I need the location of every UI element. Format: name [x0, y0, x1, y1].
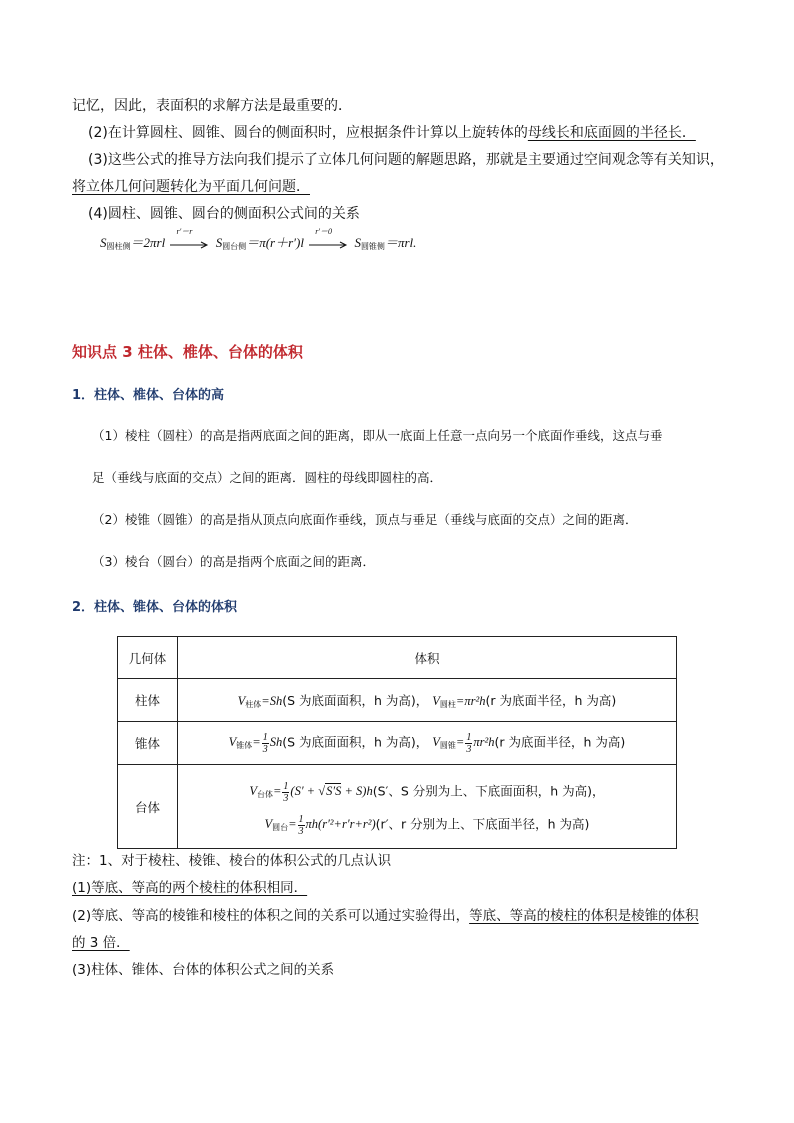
height-prism-line2: 足（垂线与底面的交点）之间的距离．圆柱的母线即圆柱的高． [92, 470, 443, 485]
height-frustum: （3）棱台（圆台）的高是指两个底面之间的距离． [92, 554, 375, 569]
notes-2-line2-underlined: 的 3 倍． [72, 935, 130, 951]
arrow-2-icon [307, 235, 351, 253]
notes-2-line2 [72, 933, 130, 953]
fraction: $\frac{1}{3}$ [298, 813, 304, 837]
lateral-area-relation [100, 227, 417, 253]
fraction: $\frac{1}{3}$ [283, 780, 289, 804]
notes-2-line1 [72, 906, 699, 926]
notes-1-underlined: (1)等底、等高的两个棱柱的体积相同． [72, 880, 308, 896]
height-prism-line1: （1）棱柱（圆柱）的高是指两底面之间的距离，即从一底面上任意一点向另一个底面作垂线，这点与垂 [92, 428, 663, 443]
arrow-2-label: r′＝0 [315, 227, 333, 237]
note-3-line1: (3)这些公式的推导方法向我们提示了立体几何问题的解题思路，那就是主要通过空间观念等有关知识， [88, 152, 724, 168]
subheading-heights: 1．柱体、椎体、台体的高 [72, 388, 225, 403]
note-4: (4)圆柱、圆锥、圆台的侧面积公式间的关系 [88, 206, 360, 222]
row-formula: $V_{柱体}=Sh(S$ 为底面面积，h 为高)， $V_{圆柱}=\pi r^2h(r$ 为底面半径，h 为高) [177, 679, 676, 722]
s-cone: $S_{圆锥侧}=\pi rl$. [354, 235, 417, 251]
table-header-row [118, 637, 677, 679]
note-2 [88, 123, 696, 143]
arrow-1-icon [168, 235, 212, 253]
table-row [118, 765, 677, 849]
height-pyramid: （2）棱锥（圆锥）的高是指从顶点向底面作垂线，顶点与垂足（垂线与底面的交点）之间的距离． [92, 512, 638, 527]
row-formula: $V_{台体}=$ $\frac{1}{3}$ (S′ + √S′S + S)h(S′、S 分别为上、下底面面积，h 为高)， $V_{圆台}=$ $\frac{1}{3}$ πh(r′²+r′r+r²)(r′、r 分别为上、下底面半径，h 为高) [177, 765, 676, 849]
notes-2-underlined: 等底、等高的棱柱的体积是棱锥的体积 [469, 908, 699, 924]
intro-line: 记忆，因此，表面积的求解方法是最重要的． [72, 98, 352, 114]
arrow-1-label: r′＝r [176, 227, 193, 237]
arrow-2 [307, 227, 351, 253]
subheading-volumes: 2．柱体、锥体、台体的体积 [72, 600, 238, 615]
row-formula: $V_{锥体}=$ $\frac{1}{3}$ Sh(S 为底面面积，h 为高)， $V_{圆锥}=$ $\frac{1}{3}$ πr²h(r 为底面半径，h 为高) [177, 722, 676, 765]
note-2-underlined: 母线长和底面圆的半径长． [527, 125, 696, 141]
table-row [118, 679, 677, 722]
s-cylinder: $S_{圆柱侧}=2\pi rl$ [100, 235, 166, 251]
notes-2-text: (2)等底、等高的棱锥和棱柱的体积之间的关系可以通过实验得出， [72, 908, 470, 924]
note-2-text: (2)在计算圆柱、圆锥、圆台的侧面积时，应根据条件计算以上旋转体的 [88, 125, 528, 141]
row-name: 锥体 [118, 722, 178, 765]
header-volume: 体积 [177, 637, 676, 679]
row-name: 台体 [118, 765, 178, 849]
section-title: 知识点 3 柱体、椎体、台体的体积 [72, 343, 303, 361]
fraction: $\frac{1}{3}$ [262, 731, 268, 755]
notes-3: (3)柱体、锥体、台体的体积公式之间的关系 [72, 962, 335, 978]
notes-title: 注：1、对于棱柱、棱锥、棱台的体积公式的几点认识 [72, 853, 392, 869]
row-name: 柱体 [118, 679, 178, 722]
table-row [118, 722, 677, 765]
note-3-underlined: 将立体几何问题转化为平面几何问题． [72, 179, 310, 195]
notes-1 [72, 878, 307, 898]
fraction: $\frac{1}{3}$ [466, 731, 472, 755]
arrow-1 [168, 227, 212, 253]
note-3-line2 [72, 177, 310, 197]
sqrt-term: S′S [326, 783, 342, 798]
header-solid: 几何体 [118, 637, 178, 679]
volume-table [117, 636, 677, 849]
s-frustum: $S_{圆台侧}=\pi(r+r')l$ [215, 235, 304, 251]
